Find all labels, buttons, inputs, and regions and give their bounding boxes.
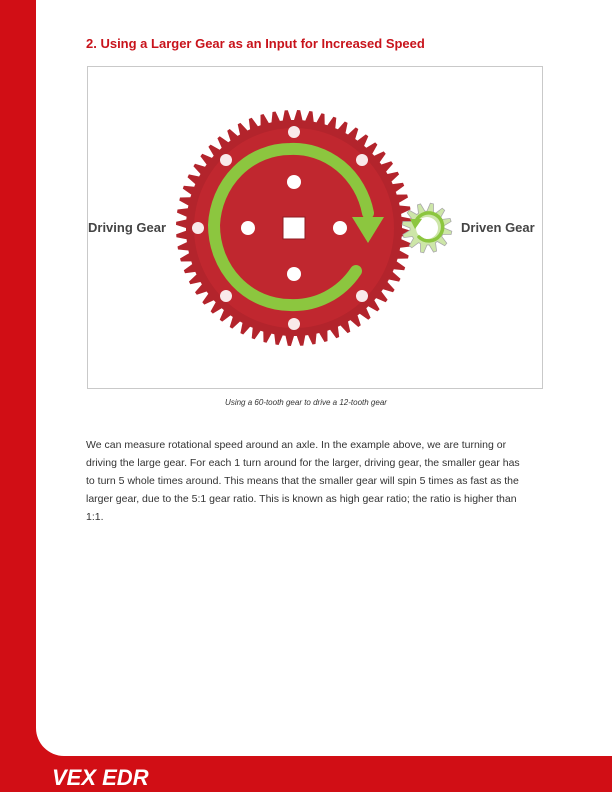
section-heading: 2. Using a Larger Gear as an Input for Increased Speed	[86, 36, 425, 51]
gear-figure	[87, 66, 543, 389]
driven-gear	[402, 203, 452, 253]
driven-gear-label: Driven Gear	[461, 220, 535, 235]
driving-gear-label: Driving Gear	[88, 220, 167, 235]
vex-edr-logo-text: VEX EDR	[52, 765, 149, 790]
gear-diagram	[88, 67, 542, 388]
vex-edr-logo	[52, 764, 202, 790]
figure-caption: Using a 60-tooth gear to drive a 12-tooth gear	[225, 398, 387, 407]
body-paragraph: We can measure rotational speed around an axle. In the example above, we are turning or driving the large gear. For each 1 turn around for the larger, driving gear, the smaller gear has to turn 5 whole times around. This means that the smaller gear will spin 5 times as fast as the larger gear, due to the 5:1 gear ratio. This is known as high gear ratio; the ratio is higher than 1:1.	[86, 439, 520, 523]
